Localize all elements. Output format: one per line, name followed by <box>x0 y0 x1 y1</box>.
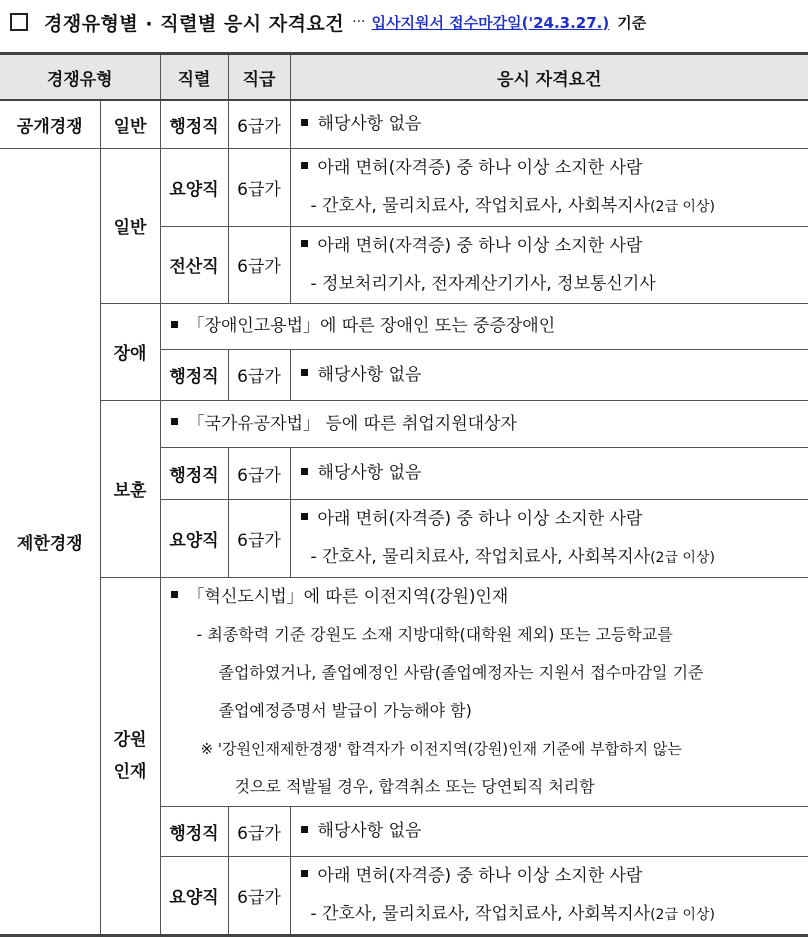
grade-cell: 6급가 <box>228 499 290 577</box>
bullet-icon <box>301 826 308 833</box>
job-cell: 요양직 <box>160 856 228 935</box>
subtype-cell: 장애 <box>100 303 160 400</box>
bullet-icon <box>301 119 308 126</box>
grade-cell: 6급가 <box>228 148 290 226</box>
requirement-cell: 아래 면허(자격증) 중 하나 이상 소지한 사람 - 간호사, 물리치료사, 작업치료사, 사회복지사(2급 이상) <box>290 148 808 226</box>
deadline-link[interactable]: 입사지원서 접수마감일('24.3.27.) <box>371 13 610 32</box>
requirement-cell: 해당사항 없음 <box>290 806 808 856</box>
requirement-cell: 아래 면허(자격증) 중 하나 이상 소지한 사람 - 정보처리기사, 전자계산기기사, 정보통신기사 <box>290 226 808 303</box>
header-type: 경쟁유형 <box>0 54 160 101</box>
bullet-icon <box>171 418 178 425</box>
grade-cell: 6급가 <box>228 100 290 148</box>
subtype-cell: 일반 <box>100 148 160 303</box>
header-job: 직렬 <box>160 54 228 101</box>
job-cell: 행정직 <box>160 447 228 499</box>
section-title <box>0 0 808 44</box>
bullet-icon <box>171 591 178 598</box>
job-cell: 요양직 <box>160 499 228 577</box>
table-header-row <box>0 54 808 101</box>
grade-cell: 6급가 <box>228 349 290 400</box>
bullet-icon <box>301 162 308 169</box>
bullet-icon <box>171 321 178 328</box>
table-row <box>0 100 808 148</box>
requirement-cell: 해당사항 없음 <box>290 100 808 148</box>
subtype-cell: 일반 <box>100 100 160 148</box>
title-ellipsis: ··· <box>352 14 366 30</box>
requirements-table <box>0 52 808 937</box>
header-grade: 직급 <box>228 54 290 101</box>
title-suffix: 기준 <box>617 13 647 32</box>
header-requirements: 응시 자격요건 <box>290 54 808 101</box>
bullet-icon <box>301 870 308 877</box>
subtype-cell: 보훈 <box>100 400 160 577</box>
table-row <box>0 303 808 349</box>
checkbox-icon <box>10 13 28 31</box>
requirement-cell: 아래 면허(자격증) 중 하나 이상 소지한 사람 - 간호사, 물리치료사, 작업치료사, 사회복지사(2급 이상) <box>290 856 808 935</box>
table-row <box>0 577 808 806</box>
grade-cell: 6급가 <box>228 856 290 935</box>
job-cell: 행정직 <box>160 806 228 856</box>
job-cell: 요양직 <box>160 148 228 226</box>
requirements-table-wrapper <box>0 52 808 937</box>
type-cell: 제한경쟁 <box>0 148 100 935</box>
requirement-cell: 「혁신도시법」에 따른 이전지역(강원)인재 - 최종학력 기준 강원도 소재 지방대학(대학원 제외) 또는 고등학교를 졸업하였거나, 졸업예정인 사람(졸업예정자는 지원서 접수마감일 기준 졸업예정증명서 발급이 가능해야 함) ※ '강원인재제한경쟁' 합격자가 이전지역(강원)인재 기준에 부합하지 않는 것으로 적발될 경우, 합격취소 또는 당연퇴직 처리함 <box>160 577 808 806</box>
grade-cell: 6급가 <box>228 226 290 303</box>
requirement-cell: 해당사항 없음 <box>290 349 808 400</box>
bullet-icon <box>301 468 308 475</box>
bullet-icon <box>301 240 308 247</box>
requirement-cell: 「장애인고용법」에 따른 장애인 또는 중증장애인 <box>160 303 808 349</box>
requirement-cell: 해당사항 없음 <box>290 447 808 499</box>
requirement-cell: 「국가유공자법」 등에 따른 취업지원대상자 <box>160 400 808 447</box>
type-cell: 공개경쟁 <box>0 100 100 148</box>
job-cell: 전산직 <box>160 226 228 303</box>
bullet-icon <box>301 513 308 520</box>
bullet-icon <box>301 369 308 376</box>
job-cell: 행정직 <box>160 100 228 148</box>
job-cell: 행정직 <box>160 349 228 400</box>
grade-cell: 6급가 <box>228 447 290 499</box>
grade-cell: 6급가 <box>228 806 290 856</box>
subtype-cell: 강원 인재 <box>100 577 160 935</box>
table-row <box>0 148 808 226</box>
title-main: 경쟁유형별 · 직렬별 응시 자격요건 <box>44 12 345 35</box>
table-row <box>0 400 808 447</box>
requirement-cell: 아래 면허(자격증) 중 하나 이상 소지한 사람 - 간호사, 물리치료사, 작업치료사, 사회복지사(2급 이상) <box>290 499 808 577</box>
